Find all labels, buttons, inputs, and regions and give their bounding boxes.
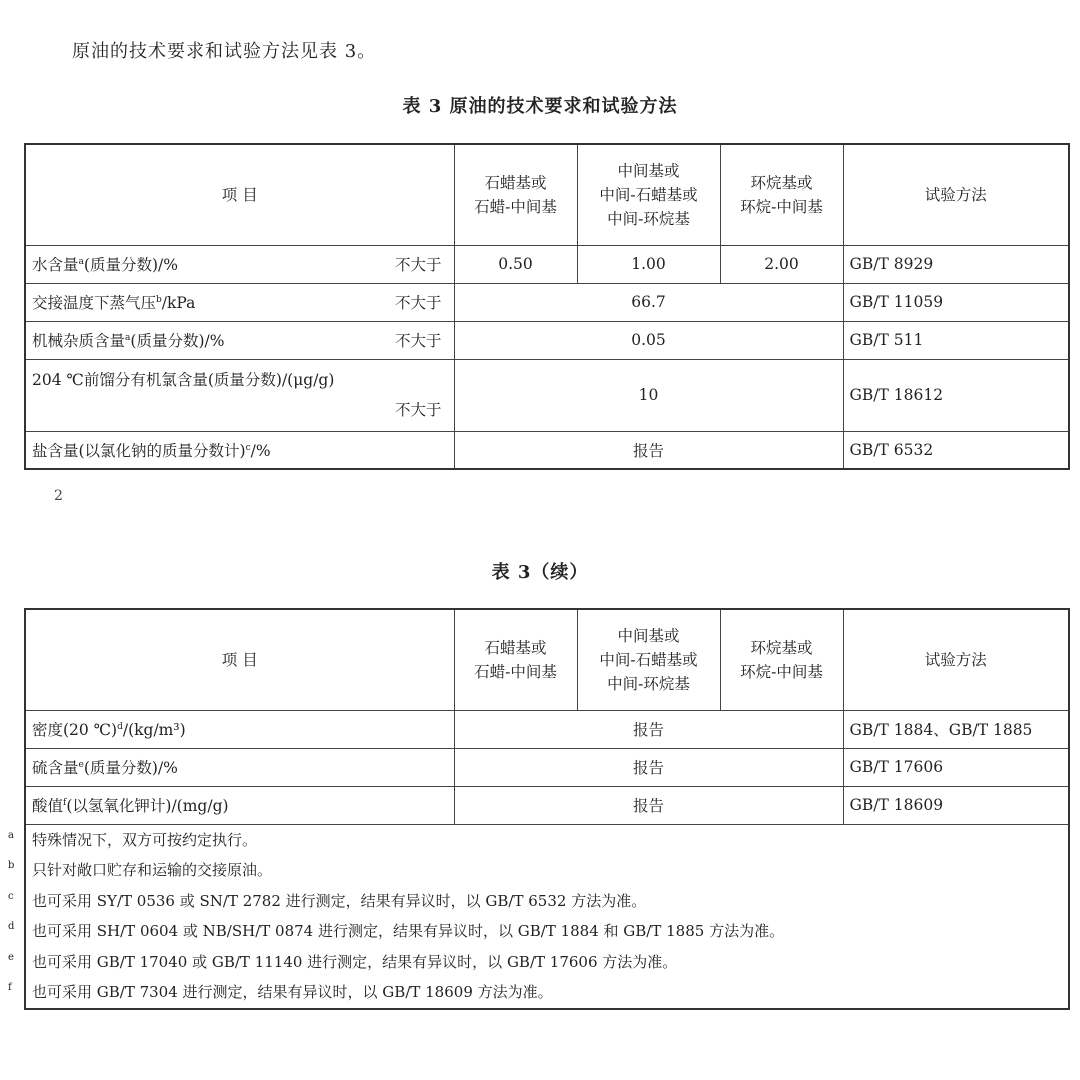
spec-table-1 bbox=[24, 143, 1070, 470]
value-paraffin: 0.50 bbox=[454, 245, 577, 283]
table-row bbox=[25, 359, 1069, 431]
row-item: 酸值$^f$(以氢氧化钾计)/(mg/g) bbox=[25, 786, 454, 824]
table-row bbox=[25, 245, 1069, 283]
footnotes bbox=[8, 824, 1069, 1009]
header-naphthenic: 环烷基或 环烷-中间基 bbox=[720, 144, 843, 245]
row-item: 机械杂质含量$^a$(质量分数)/% 不大于 bbox=[25, 321, 454, 359]
test-method: GB/T 18612 bbox=[843, 359, 1069, 431]
footnote: f 也可采用 GB/T 7304 进行测定，结果有异议时，以 GB/T 18609 方法为准。 bbox=[8, 982, 553, 1001]
test-method: GB/T 8929 bbox=[843, 245, 1069, 283]
header-intermediate: 中间基或 中间-石蜡基或 中间-环烷基 bbox=[577, 609, 720, 710]
value-merged: 0.05 bbox=[454, 321, 843, 359]
footnote: e 也可采用 GB/T 17040 或 GB/T 11140 进行测定，结果有异议时，以 GB/T 17606 方法为准。 bbox=[8, 951, 678, 971]
value-intermediate: 1.00 bbox=[577, 245, 720, 283]
value-merged: 报告 bbox=[454, 748, 843, 786]
table-header-row bbox=[25, 609, 1069, 710]
header-method: 试验方法 bbox=[843, 144, 1069, 245]
header-paraffin: 石蜡基或 石蜡-中间基 bbox=[454, 144, 577, 245]
row-item: 水含量$^a$(质量分数)/% 不大于 bbox=[25, 245, 454, 283]
value-merged: 报告 bbox=[454, 786, 843, 824]
spec-table-2 bbox=[8, 608, 1070, 1010]
header-method: 试验方法 bbox=[843, 609, 1069, 710]
value-merged: 报告 bbox=[454, 710, 843, 748]
header-naphthenic: 环烷基或 环烷-中间基 bbox=[720, 609, 843, 710]
page-number: 2 bbox=[54, 488, 63, 504]
table-row bbox=[25, 710, 1069, 748]
header-item: 项 目 bbox=[25, 609, 454, 710]
table-row bbox=[25, 321, 1069, 359]
value-merged: 66.7 bbox=[454, 283, 843, 321]
table-row bbox=[25, 431, 1069, 469]
test-method: GB/T 18609 bbox=[843, 786, 1069, 824]
value-naphthenic: 2.00 bbox=[720, 245, 843, 283]
table-row bbox=[25, 283, 1069, 321]
value-merged: 报告 bbox=[454, 431, 843, 469]
table-2-title: 表 3（续） bbox=[491, 562, 589, 583]
footnote: b 只针对敞口贮存和运输的交接原油。 bbox=[8, 860, 273, 879]
table-1-title: 表 3 原油的技术要求和试验方法 bbox=[402, 96, 678, 117]
value-merged: 10 bbox=[454, 359, 843, 431]
table-header-row bbox=[25, 144, 1069, 245]
footnote: c 也可采用 SY/T 0536 或 SN/T 2782 进行测定，结果有异议时，以 GB/T 6532 方法为准。 bbox=[8, 890, 647, 910]
footnote: d 也可采用 SH/T 0604 或 NB/SH/T 0874 进行测定，结果有异议时，以 GB/T 1884 和 GB/T 1885 方法为准。 bbox=[8, 921, 785, 940]
table-row bbox=[25, 748, 1069, 786]
test-method: GB/T 17606 bbox=[843, 748, 1069, 786]
test-method: GB/T 511 bbox=[843, 321, 1069, 359]
header-item: 项 目 bbox=[25, 144, 454, 245]
header-intermediate: 中间基或 中间-石蜡基或 中间-环烷基 bbox=[577, 144, 720, 245]
intro-text: 原油的技术要求和试验方法见表 3。 bbox=[72, 41, 377, 62]
footnotes-row bbox=[25, 824, 1069, 1009]
footnote: a 特殊情况下，双方可按约定执行。 bbox=[8, 829, 258, 849]
row-item: 204 ℃前馏分有机氯含量(质量分数)/(μg/g) 不大于 bbox=[25, 359, 454, 431]
row-item: 密度(20 ℃)$^d$/(kg/m³) bbox=[25, 710, 454, 748]
header-paraffin: 石蜡基或 石蜡-中间基 bbox=[454, 609, 577, 710]
test-method: GB/T 11059 bbox=[843, 283, 1069, 321]
row-item: 交接温度下蒸气压$^b$/kPa 不大于 bbox=[25, 283, 454, 321]
row-item: 硫含量$^e$(质量分数)/% bbox=[25, 748, 454, 786]
test-method: GB/T 1884、GB/T 1885 bbox=[843, 710, 1069, 748]
table-row bbox=[25, 786, 1069, 824]
test-method: GB/T 6532 bbox=[843, 431, 1069, 469]
row-item: 盐含量(以氯化钠的质量分数计)$^c$/% bbox=[25, 431, 454, 469]
